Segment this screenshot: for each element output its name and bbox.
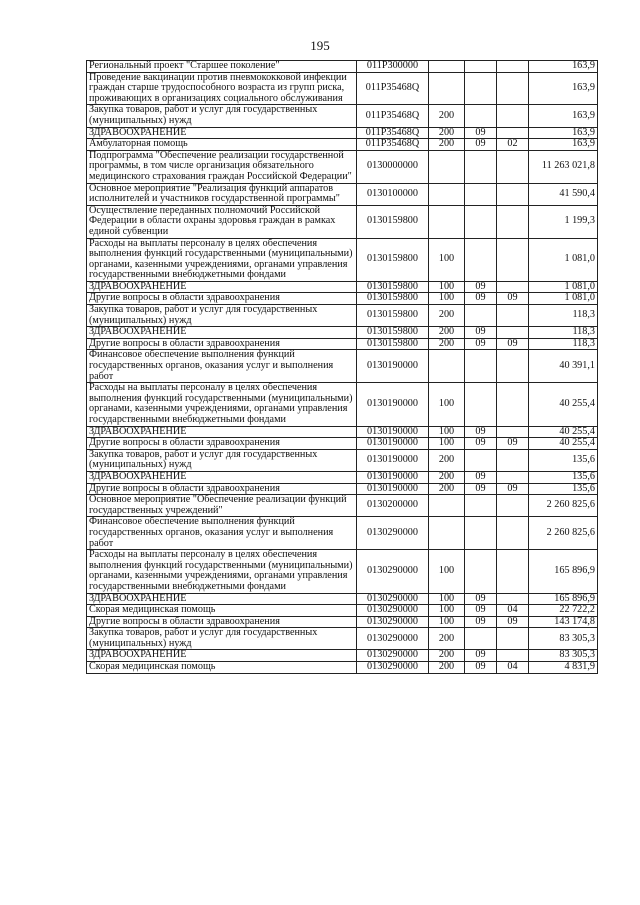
table-row: [87, 426, 598, 438]
table-row: [87, 105, 598, 127]
amount-cell: 163,9: [529, 61, 598, 73]
table-row: [87, 183, 598, 205]
table-row: [87, 438, 598, 450]
expense-type-cell: 100: [429, 616, 465, 628]
target-article-cell: 0130190000: [357, 471, 429, 483]
row-name-cell: Другие вопросы в области здравоохранения: [87, 293, 357, 305]
section-cell: [465, 150, 497, 183]
section-cell: 09: [465, 327, 497, 339]
row-name-cell: ЗДРАВООХРАНЕНИЕ: [87, 593, 357, 605]
page-number: 195: [310, 38, 330, 53]
section-cell: 09: [465, 338, 497, 350]
table-row: [87, 238, 598, 281]
table-row: [87, 650, 598, 662]
section-cell: [465, 628, 497, 650]
subsection-cell: [497, 517, 529, 550]
subsection-cell: [497, 281, 529, 293]
row-name-cell: ЗДРАВООХРАНЕНИЕ: [87, 471, 357, 483]
target-article-cell: 0130290000: [357, 550, 429, 593]
expense-type-cell: [429, 517, 465, 550]
amount-cell: 1 081,0: [529, 293, 598, 305]
row-name-cell: Проведение вакцинации против пневмококковой инфекции граждан старше трудоспособного возраста из групп риска, проживающих в организациях социального обслуживания: [87, 72, 357, 105]
subsection-cell: [497, 72, 529, 105]
row-name-cell: Осуществление переданных полномочий Российской Федерации в области охраны здоровья граждан в рамках единой субвенции: [87, 205, 357, 238]
subsection-cell: [497, 495, 529, 517]
amount-cell: 163,9: [529, 105, 598, 127]
target-article-cell: 0130290000: [357, 628, 429, 650]
expense-type-cell: [429, 495, 465, 517]
row-name-cell: ЗДРАВООХРАНЕНИЕ: [87, 281, 357, 293]
target-article-cell: 0130290000: [357, 616, 429, 628]
expense-type-cell: 100: [429, 383, 465, 426]
subsection-cell: [497, 650, 529, 662]
table-row: [87, 483, 598, 495]
table-row: [87, 205, 598, 238]
section-cell: [465, 72, 497, 105]
table-row: [87, 495, 598, 517]
amount-cell: 163,9: [529, 139, 598, 151]
target-article-cell: 011P35468Q: [357, 127, 429, 139]
row-name-cell: Закупка товаров, работ и услуг для государственных (муниципальных) нужд: [87, 628, 357, 650]
amount-cell: 2 260 825,6: [529, 495, 598, 517]
section-cell: [465, 305, 497, 327]
row-name-cell: Закупка товаров, работ и услуг для государственных (муниципальных) нужд: [87, 449, 357, 471]
amount-cell: 4 831,9: [529, 662, 598, 674]
subsection-cell: 09: [497, 483, 529, 495]
row-name-cell: ЗДРАВООХРАНЕНИЕ: [87, 650, 357, 662]
target-article-cell: 0130190000: [357, 438, 429, 450]
target-article-cell: 0130290000: [357, 662, 429, 674]
row-name-cell: Расходы на выплаты персоналу в целях обеспечения выполнения функций государственными (муниципальными) органами, казенными учреждениями, органами управления государственными внебюджетными фондами: [87, 383, 357, 426]
target-article-cell: 0130290000: [357, 650, 429, 662]
expense-type-cell: [429, 205, 465, 238]
expense-type-cell: [429, 350, 465, 383]
target-article-cell: 0130290000: [357, 517, 429, 550]
section-cell: [465, 517, 497, 550]
row-name-cell: Региональный проект "Старшее поколение": [87, 61, 357, 73]
row-name-cell: Другие вопросы в области здравоохранения: [87, 616, 357, 628]
amount-cell: 163,9: [529, 72, 598, 105]
target-article-cell: 0130190000: [357, 426, 429, 438]
expense-type-cell: [429, 61, 465, 73]
subsection-cell: [497, 183, 529, 205]
expense-type-cell: 200: [429, 127, 465, 139]
subsection-cell: [497, 61, 529, 73]
subsection-cell: [497, 449, 529, 471]
expense-type-cell: 200: [429, 449, 465, 471]
section-cell: [465, 449, 497, 471]
amount-cell: 118,3: [529, 305, 598, 327]
target-article-cell: 0130159800: [357, 327, 429, 339]
subsection-cell: 04: [497, 662, 529, 674]
amount-cell: 1 081,0: [529, 238, 598, 281]
table-row: [87, 293, 598, 305]
row-name-cell: Основное мероприятие "Реализация функций аппаратов исполнителей и участников государственной программы": [87, 183, 357, 205]
target-article-cell: 0130190000: [357, 383, 429, 426]
expense-type-cell: 100: [429, 238, 465, 281]
expense-type-cell: 100: [429, 550, 465, 593]
row-name-cell: Расходы на выплаты персоналу в целях обеспечения выполнения функций государственными (муниципальными) органами, казенными учреждениями, органами управления государственными внебюджетными фондами: [87, 550, 357, 593]
target-article-cell: 0130159800: [357, 205, 429, 238]
target-article-cell: 0130190000: [357, 483, 429, 495]
target-article-cell: 0130290000: [357, 593, 429, 605]
section-cell: 09: [465, 662, 497, 674]
expense-type-cell: 200: [429, 338, 465, 350]
table-row: [87, 305, 598, 327]
section-cell: 09: [465, 593, 497, 605]
subsection-cell: [497, 383, 529, 426]
table-row: [87, 449, 598, 471]
subsection-cell: 09: [497, 338, 529, 350]
table-row: [87, 150, 598, 183]
section-cell: [465, 205, 497, 238]
row-name-cell: Финансовое обеспечение выполнения функций государственных органов, оказания услуг и выполнения работ: [87, 350, 357, 383]
subsection-cell: [497, 150, 529, 183]
subsection-cell: 09: [497, 293, 529, 305]
row-name-cell: ЗДРАВООХРАНЕНИЕ: [87, 426, 357, 438]
section-cell: 09: [465, 127, 497, 139]
table-row: [87, 139, 598, 151]
subsection-cell: [497, 593, 529, 605]
section-cell: 09: [465, 616, 497, 628]
amount-cell: 40 255,4: [529, 438, 598, 450]
subsection-cell: [497, 426, 529, 438]
section-cell: [465, 105, 497, 127]
row-name-cell: ЗДРАВООХРАНЕНИЕ: [87, 127, 357, 139]
target-article-cell: 0130190000: [357, 449, 429, 471]
row-name-cell: Закупка товаров, работ и услуг для государственных (муниципальных) нужд: [87, 105, 357, 127]
target-article-cell: 0130200000: [357, 495, 429, 517]
target-article-cell: 0130159800: [357, 238, 429, 281]
expense-type-cell: [429, 183, 465, 205]
subsection-cell: [497, 238, 529, 281]
row-name-cell: Подпрограмма "Обеспечение реализации государственной программы, в том числе организация обязательного медицинского страхования граждан Российской Федерации": [87, 150, 357, 183]
expense-type-cell: 200: [429, 305, 465, 327]
section-cell: [465, 238, 497, 281]
row-name-cell: Скорая медицинская помощь: [87, 662, 357, 674]
row-name-cell: Другие вопросы в области здравоохранения: [87, 483, 357, 495]
target-article-cell: 011P35468Q: [357, 105, 429, 127]
target-article-cell: 011P35468Q: [357, 139, 429, 151]
subsection-cell: [497, 350, 529, 383]
amount-cell: 2 260 825,6: [529, 517, 598, 550]
expense-type-cell: 100: [429, 605, 465, 617]
table-row: [87, 662, 598, 674]
table-row: [87, 72, 598, 105]
amount-cell: 135,6: [529, 483, 598, 495]
target-article-cell: 0130190000: [357, 350, 429, 383]
table-row: [87, 616, 598, 628]
section-cell: [465, 383, 497, 426]
row-name-cell: Другие вопросы в области здравоохранения: [87, 338, 357, 350]
section-cell: 09: [465, 471, 497, 483]
section-cell: [465, 495, 497, 517]
expense-type-cell: [429, 72, 465, 105]
expense-type-cell: 200: [429, 139, 465, 151]
table-row: [87, 628, 598, 650]
amount-cell: 22 722,2: [529, 605, 598, 617]
amount-cell: 1 081,0: [529, 281, 598, 293]
section-cell: [465, 183, 497, 205]
table-row: [87, 550, 598, 593]
section-cell: 09: [465, 139, 497, 151]
target-article-cell: 0130000000: [357, 150, 429, 183]
expense-type-cell: 100: [429, 281, 465, 293]
section-cell: [465, 61, 497, 73]
table-row: [87, 281, 598, 293]
expense-type-cell: 200: [429, 650, 465, 662]
amount-cell: 83 305,3: [529, 650, 598, 662]
expense-type-cell: 200: [429, 662, 465, 674]
amount-cell: 83 305,3: [529, 628, 598, 650]
section-cell: 09: [465, 281, 497, 293]
expense-type-cell: 100: [429, 438, 465, 450]
section-cell: 09: [465, 650, 497, 662]
section-cell: 09: [465, 438, 497, 450]
expense-type-cell: 100: [429, 426, 465, 438]
amount-cell: 163,9: [529, 127, 598, 139]
subsection-cell: 09: [497, 616, 529, 628]
target-article-cell: 0130290000: [357, 605, 429, 617]
subsection-cell: [497, 327, 529, 339]
expense-type-cell: [429, 150, 465, 183]
row-name-cell: Амбулаторная помощь: [87, 139, 357, 151]
amount-cell: 118,3: [529, 338, 598, 350]
target-article-cell: 0130159800: [357, 293, 429, 305]
amount-cell: 40 255,4: [529, 383, 598, 426]
subsection-cell: [497, 127, 529, 139]
amount-cell: 40 255,4: [529, 426, 598, 438]
expense-type-cell: 100: [429, 593, 465, 605]
expense-type-cell: 200: [429, 471, 465, 483]
section-cell: [465, 350, 497, 383]
row-name-cell: Основное мероприятие "Обеспечение реализации функций государственных учреждений": [87, 495, 357, 517]
table-row: [87, 383, 598, 426]
target-article-cell: 011P300000: [357, 61, 429, 73]
table-row: [87, 338, 598, 350]
amount-cell: 165 896,9: [529, 550, 598, 593]
table-row: [87, 127, 598, 139]
section-cell: 09: [465, 483, 497, 495]
expense-type-cell: 200: [429, 327, 465, 339]
row-name-cell: Закупка товаров, работ и услуг для государственных (муниципальных) нужд: [87, 305, 357, 327]
amount-cell: 165 896,9: [529, 593, 598, 605]
subsection-cell: 09: [497, 438, 529, 450]
expense-type-cell: 200: [429, 105, 465, 127]
section-cell: 09: [465, 426, 497, 438]
subsection-cell: [497, 550, 529, 593]
section-cell: 09: [465, 293, 497, 305]
amount-cell: 135,6: [529, 449, 598, 471]
table-row: [87, 471, 598, 483]
subsection-cell: [497, 471, 529, 483]
budget-table: [86, 60, 598, 674]
target-article-cell: 011P35468Q: [357, 72, 429, 105]
amount-cell: 40 391,1: [529, 350, 598, 383]
amount-cell: 41 590,4: [529, 183, 598, 205]
expense-type-cell: 200: [429, 628, 465, 650]
table-row: [87, 517, 598, 550]
row-name-cell: Другие вопросы в области здравоохранения: [87, 438, 357, 450]
amount-cell: 135,6: [529, 471, 598, 483]
amount-cell: 11 263 021,8: [529, 150, 598, 183]
target-article-cell: 0130159800: [357, 281, 429, 293]
section-cell: [465, 550, 497, 593]
subsection-cell: 02: [497, 139, 529, 151]
row-name-cell: ЗДРАВООХРАНЕНИЕ: [87, 327, 357, 339]
table-row: [87, 61, 598, 73]
subsection-cell: [497, 205, 529, 238]
amount-cell: 143 174,8: [529, 616, 598, 628]
row-name-cell: Финансовое обеспечение выполнения функций государственных органов, оказания услуг и выполнения работ: [87, 517, 357, 550]
target-article-cell: 0130159800: [357, 305, 429, 327]
budget-table-body: [87, 61, 598, 674]
expense-type-cell: 200: [429, 483, 465, 495]
subsection-cell: [497, 305, 529, 327]
subsection-cell: [497, 105, 529, 127]
target-article-cell: 0130159800: [357, 338, 429, 350]
table-row: [87, 605, 598, 617]
amount-cell: 118,3: [529, 327, 598, 339]
table-row: [87, 350, 598, 383]
row-name-cell: Скорая медицинская помощь: [87, 605, 357, 617]
expense-type-cell: 100: [429, 293, 465, 305]
table-row: [87, 327, 598, 339]
subsection-cell: 04: [497, 605, 529, 617]
section-cell: 09: [465, 605, 497, 617]
row-name-cell: Расходы на выплаты персоналу в целях обеспечения выполнения функций государственными (муниципальными) органами, казенными учреждениями, органами управления государственными внебюджетными фондами: [87, 238, 357, 281]
target-article-cell: 0130100000: [357, 183, 429, 205]
subsection-cell: [497, 628, 529, 650]
amount-cell: 1 199,3: [529, 205, 598, 238]
table-row: [87, 593, 598, 605]
